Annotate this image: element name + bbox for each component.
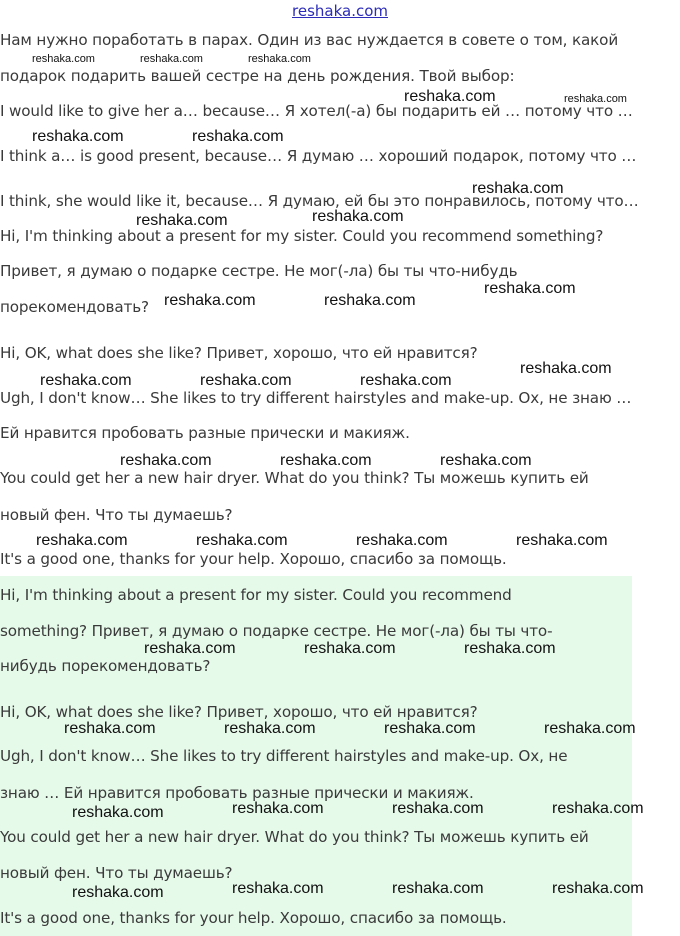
watermark: reshaka.com [192,128,284,145]
watermark: reshaka.com [384,720,476,737]
watermark: reshaka.com [440,452,532,469]
watermark: reshaka.com [464,640,556,657]
watermark: reshaka.com [324,292,416,309]
answer-line: You could get her a new hair dryer. What do you think? Ты можешь купить ей [0,828,589,846]
watermark: reshaka.com [392,880,484,897]
answer-line: It's a good one, thanks for your help. Хорошо, спасибо за помощь. [0,909,507,927]
watermark: reshaka.com [164,292,256,309]
dialogue-line: Ugh, I don't know… She likes to try different hairstyles and make-up. Ох, не знаю … [0,389,632,407]
intro-line: I think a… is good present, because… Я думаю … хороший подарок, потому что … [0,147,637,165]
watermark: reshaka.com [564,93,627,105]
watermark: reshaka.com [248,53,311,65]
watermark: reshaka.com [552,800,644,817]
watermark: reshaka.com [120,452,212,469]
answer-line: something? Привет, я думаю о подарке сестре. Не мог(-ла) бы ты что- [0,622,553,640]
answer-line: Hi, OK, what does she like? Привет, хорошо, что ей нравится? [0,703,478,721]
watermark: reshaka.com [140,53,203,65]
answer-line: новый фен. Что ты думаешь? [0,864,233,882]
watermark: reshaka.com [40,372,132,389]
watermark: reshaka.com [544,720,636,737]
dialogue-line: Hi, I'm thinking about a present for my sister. Could you recommend something? [0,227,604,245]
dialogue-line: Ей нравится пробовать разные прически и макияж. [0,424,410,442]
dialogue-line: It's a good one, thanks for your help. Хорошо, спасибо за помощь. [0,550,507,568]
watermark: reshaka.com [72,804,164,821]
answer-line: нибудь порекомендовать? [0,657,211,675]
watermark: reshaka.com [360,372,452,389]
dialogue-line: Привет, я думаю о подарке сестре. Не мог(-ла) бы ты что-нибудь [0,262,518,280]
intro-line: подарок подарить вашей сестре на день рождения. Твой выбор: [0,67,515,85]
watermark: reshaka.com [32,128,124,145]
dialogue-line: You could get her a new hair dryer. What do you think? Ты можешь купить ей [0,469,589,487]
intro-line: Нам нужно поработать в парах. Один из вас нуждается в совете о том, какой [0,31,619,49]
site-link[interactable]: reshaka.com [292,2,388,20]
watermark: reshaka.com [36,532,128,549]
watermark: reshaka.com [520,360,612,377]
dialogue-line: новый фен. Что ты думаешь? [0,506,233,524]
watermark: reshaka.com [356,532,448,549]
watermark: reshaka.com [200,372,292,389]
watermark: reshaka.com [280,452,372,469]
watermark: reshaka.com [144,640,236,657]
watermark: reshaka.com [392,800,484,817]
watermark: reshaka.com [516,532,608,549]
answer-line: Ugh, I don't know… She likes to try different hairstyles and make-up. Ох, не [0,747,568,765]
watermark: reshaka.com [224,720,316,737]
watermark: reshaka.com [64,720,156,737]
watermark: reshaka.com [552,880,644,897]
watermark: reshaka.com [232,880,324,897]
watermark: reshaka.com [232,800,324,817]
watermark: reshaka.com [484,280,576,297]
watermark: reshaka.com [312,208,404,225]
watermark: reshaka.com [304,640,396,657]
watermark: reshaka.com [72,884,164,901]
watermark: reshaka.com [32,53,95,65]
answer-line: Hi, I'm thinking about a present for my sister. Could you recommend [0,586,512,604]
watermark: reshaka.com [196,532,288,549]
intro-line: I would like to give her a… because… Я хотел(-а) бы подарить ей … потому что … [0,102,633,120]
intro-line: I think, she would like it, because… Я думаю, ей бы это понравилось, потому что… [0,192,639,210]
dialogue-line: Hi, OK, what does she like? Привет, хорошо, что ей нравится? [0,344,478,362]
watermark: reshaka.com [136,212,228,229]
watermark: reshaka.com [404,88,496,105]
watermark: reshaka.com [472,180,564,197]
dialogue-line: порекомендовать? [0,298,149,316]
answer-line: знаю … Ей нравится пробовать разные прически и макияж. [0,784,474,802]
